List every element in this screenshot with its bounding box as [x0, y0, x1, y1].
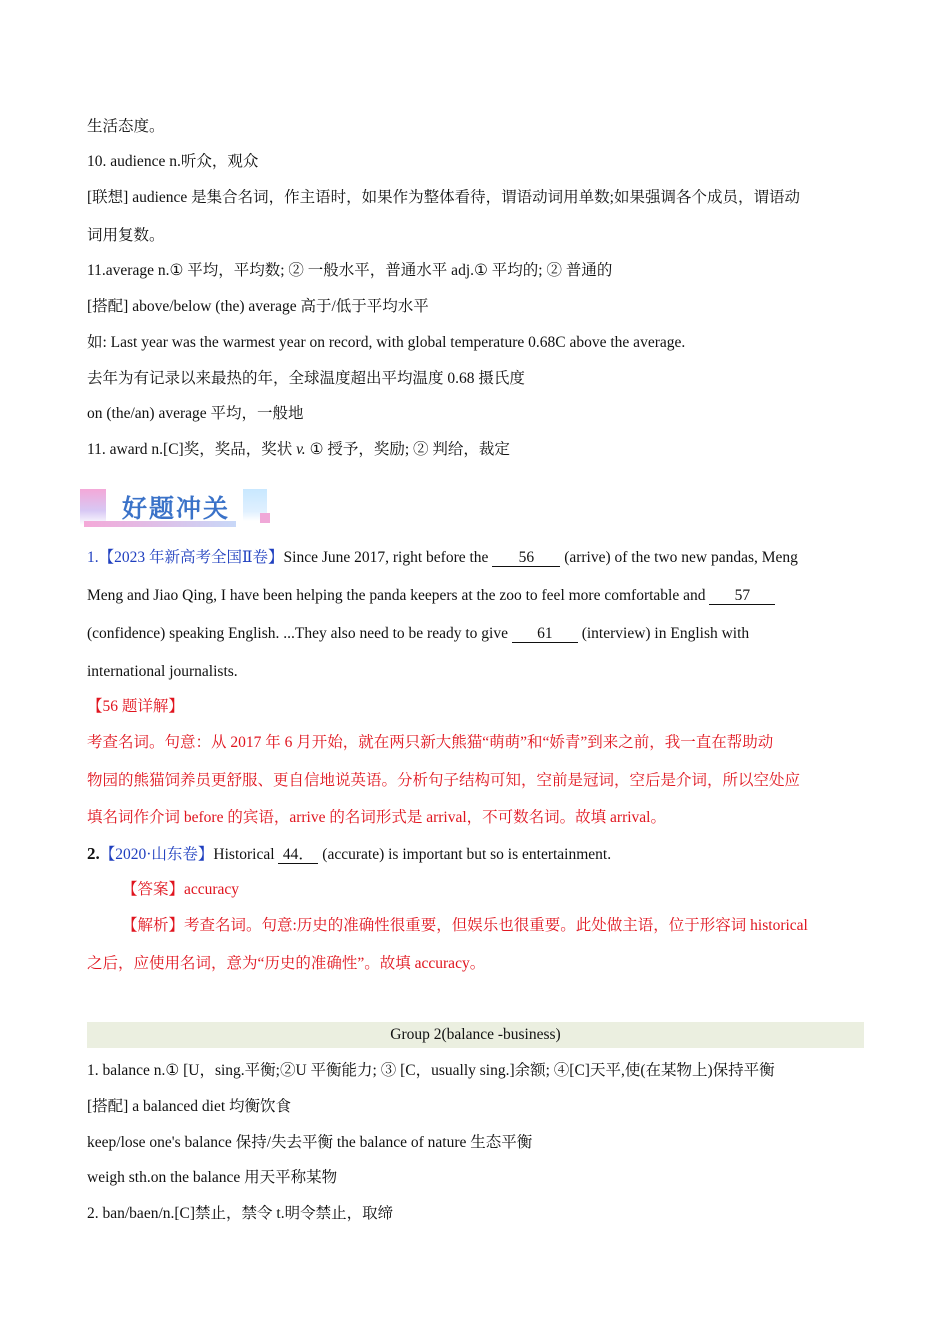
example-translation: 去年为有记录以来最热的年，全球温度超出平均温度 0.68 摄氏度	[87, 370, 525, 387]
association-note: [联想] audience 是集合名词，作主语时，如果作为整体看待，谓语动词用单数;如果强调各个成员，谓语动	[87, 189, 800, 206]
question-2: 2.【2020·山东卷】Historical 44． (accurate) is important but so is entertainment.	[87, 844, 612, 863]
badge-decor	[260, 513, 270, 523]
detail-title: 【56 题详解】	[87, 698, 184, 715]
question-1-line4: international journalists.	[87, 663, 238, 680]
section-title: 好题冲关	[122, 494, 231, 523]
vocab-entry-ban: 2. ban/baen/n.[C]禁止，禁令 t.明令禁止，取缔	[87, 1205, 394, 1222]
phrase-note: weigh sth.on the balance 用天平称某物	[87, 1169, 338, 1186]
answer-text: 【答案】accuracy	[122, 881, 240, 898]
example-sentence: 如: Last year was the warmest year on record, with global temperature 0.68C above the average.	[87, 334, 686, 351]
text-line: 生活态度。	[87, 118, 165, 135]
phrase-note: keep/lose one's balance 保持/失去平衡 the balance of nature 生态平衡	[87, 1134, 533, 1151]
section-header-badge	[80, 483, 275, 533]
question-source: 【2020·山东卷】	[99, 846, 214, 863]
vocab-entry-award: 11. award n.[C]奖，奖品，奖状 v. ① 授予，奖励; ② 判给，裁定	[87, 441, 510, 458]
blank-57: 57	[709, 587, 775, 605]
blank-61: 61	[512, 625, 578, 643]
vocab-entry-balance: 1. balance n.① [U，sing.平衡;②U 平衡能力; ③ [C，usually sing.]余额; ④[C]天平,使(在某物上)保持平衡	[87, 1062, 775, 1079]
question-1: 1.【2023 年新高考全国Ⅱ卷】Since June 2017, right before the 56 (arrive) of the two new pandas, Meng	[87, 549, 798, 566]
collocation-note: [搭配] above/below (the) average 高于/低于平均水平	[87, 298, 429, 315]
vocab-entry-average: 11.average n.① 平均，平均数; ② 一般水平，普通水平 adj.① 平均的; ② 普通的	[87, 262, 613, 279]
detail-text: 物园的熊猫饲养员更舒服、更自信地说英语。分析句子结构可知，空前是冠词，空后是介词，所以空处应	[87, 772, 801, 789]
analysis-text: 之后，应使用名词，意为“历史的准确性”。故填 accuracy。	[87, 955, 486, 972]
badge-decor	[80, 489, 106, 525]
group-header: Group 2(balance -business)	[87, 1022, 864, 1048]
association-note-cont: 词用复数。	[87, 227, 165, 244]
question-1-line2: Meng and Jiao Qing, I have been helping the panda keepers at the zoo to feel more comfortable and 57	[87, 586, 864, 606]
blank-44: 44．	[278, 846, 318, 864]
phrase-note: on (the/an) average 平均，一般地	[87, 405, 304, 422]
question-1-line3: (confidence) speaking English. ...They also need to be ready to give 61 (interview) in English with	[87, 625, 750, 642]
detail-text: 考查名词。句意：从 2017 年 6 月开始，就在两只新大熊猫“萌萌”和“娇青”到来之前，我一直在帮助动	[87, 734, 774, 751]
question-source: 【2023 年新高考全国Ⅱ卷】	[98, 549, 284, 566]
vocab-entry-audience: 10. audience n.听众，观众	[87, 153, 259, 170]
collocation-note: [搭配] a balanced diet 均衡饮食	[87, 1098, 292, 1115]
blank-56: 56	[492, 549, 560, 567]
analysis-text: 【解析】考查名词。句意:历史的准确性很重要，但娱乐也很重要。此处做主语，位于形容词 historical	[122, 917, 808, 934]
detail-text: 填名词作介词 before 的宾语，arrive 的名词形式是 arrival，不可数名词。故填 arrival。	[87, 809, 666, 826]
